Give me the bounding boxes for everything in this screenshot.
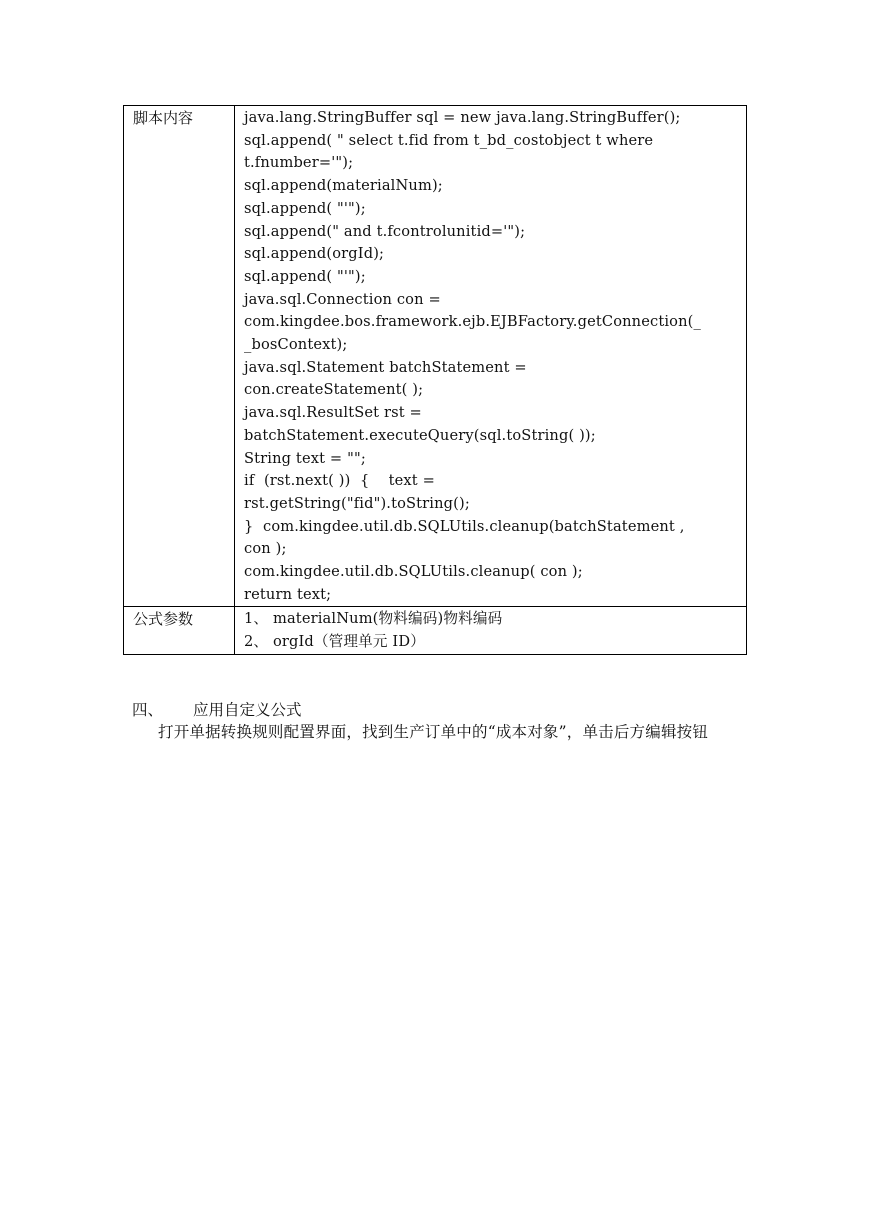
code-line: java.sql.Statement batchStatement = [244,358,527,376]
code-line: } com.kingdee.util.db.SQLUtils.cleanup(batchStatement , [244,517,685,535]
script-code-cell [235,106,747,607]
code-line: rst.getString("fid").toString(); [244,494,470,512]
code-line: String text = ""; [244,449,366,467]
code-line: sql.append(" and t.fcontrolunitid='"); [244,222,526,240]
section-heading [132,699,302,721]
code-line: com.kingdee.util.db.SQLUtils.cleanup( con ); [244,563,583,581]
section-number: 四、 [132,701,164,719]
code-line: batchStatement.executeQuery(sql.toString( )); [244,426,596,444]
code-line: t.fnumber='"); [244,154,354,172]
code-line: com.kingdee.bos.framework.ejb.EJBFactory.getConnection(_ [244,313,701,331]
formula-table [123,105,747,655]
code-line: java.sql.Connection con = [244,290,441,308]
code-line: sql.append(materialNum); [244,177,443,195]
section-title: 应用自定义公式 [193,701,302,719]
code-line: java.lang.StringBuffer sql = new java.lang.StringBuffer(); [244,109,681,126]
script-code [244,106,746,606]
body-paragraph: 打开单据转换规则配置界面，找到生产订单中的“成本对象”，单击后方编辑按钮 [158,723,709,741]
formula-params-cell [235,607,747,654]
param-line: 2、 orgId（管理单元 ID） [244,633,425,651]
code-line: sql.append( " select t.fid from t_bd_costobject t where [244,131,654,149]
code-line: con.createStatement( ); [244,381,424,399]
code-line: return text; [244,585,332,603]
code-line: con ); [244,540,287,558]
row-label-formula-params: 公式参数 [124,607,235,654]
table-row [124,607,747,654]
code-line: _bosContext); [244,336,348,354]
table-row [124,106,747,607]
code-line: if (rst.next( )) { text = [244,472,435,490]
param-line: 1、 materialNum(物料编码)物料编码 [244,610,503,628]
code-line: sql.append( "'"); [244,267,366,285]
code-line: java.sql.ResultSet rst = [244,404,422,422]
code-line: sql.append( "'"); [244,199,366,217]
row-label-script-content: 脚本内容 [124,106,235,607]
code-line: sql.append(orgId); [244,245,385,263]
formula-params [244,607,746,653]
